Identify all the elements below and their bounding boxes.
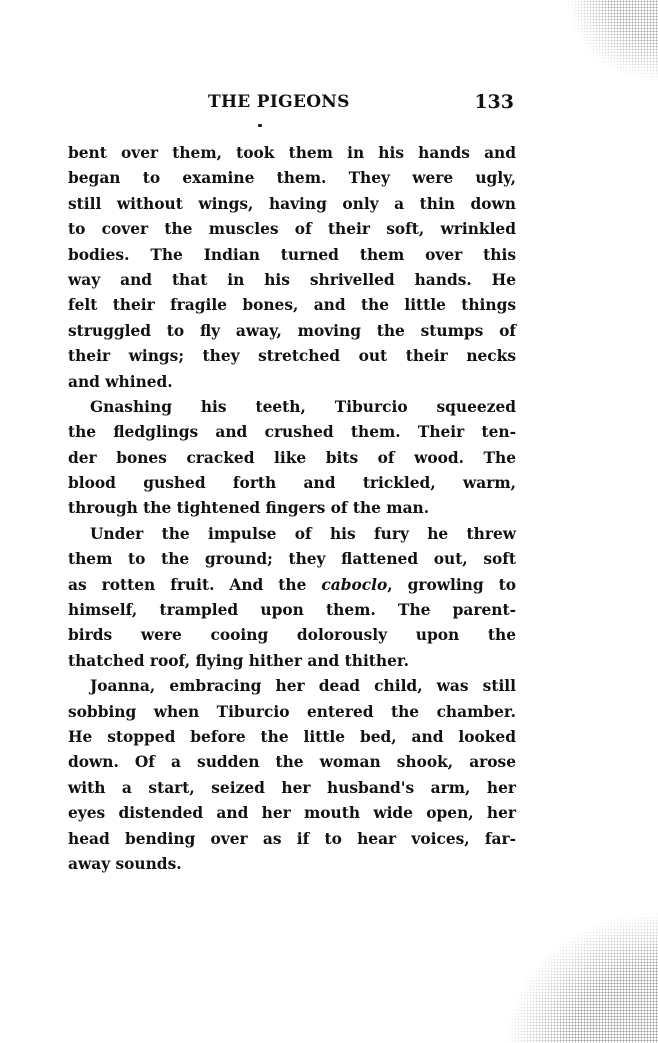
text-line: and whined. [68,372,173,391]
running-title: THE PIGEONS [208,92,350,112]
text-line: felt their fragile bones, and the little things [68,296,516,315]
text-line: Gnashing his teeth, Tiburcio squeezed [90,397,516,416]
text-line: eyes distended and her mouth wide open, her [68,804,516,823]
text-line: the fledglings and crushed them. Their ten- [68,423,516,442]
text-line: birds were cooing dolorously upon the [68,626,516,645]
text-line: away sounds. [68,854,182,873]
text-line: der bones cracked like bits of wood. The [68,448,516,467]
text-line: them to the ground; they flattened out, soft [68,550,516,569]
text-line: blood gushed forth and trickled, warm, [68,474,516,493]
text-segment: as rotten fruit. And the [68,575,322,594]
paragraph-1 [68,141,516,395]
text-line: their wings; they stretched out their necks [68,347,516,366]
text-line: Joanna, embracing her dead child, was still [90,677,516,696]
italic-word: caboclo [321,575,388,594]
paragraph-3 [68,522,516,674]
text-line: Under the impulse of his fury he threw [90,524,516,543]
text-line: way and that in his shrivelled hands. He [68,270,516,289]
paragraph-4 [68,674,516,877]
text-line: He stopped before the little bed, and looked [68,727,516,746]
text-line: thatched roof, flying hither and thither. [68,651,409,670]
text-segment: , growling to [387,575,516,594]
text-line: still without wings, having only a thin down [68,194,516,213]
text-line: bodies. The Indian turned them over this [68,245,516,264]
page-number: 133 [474,91,514,113]
scan-noise-bottom-right [508,913,658,1043]
text-line: struggled to fly away, moving the stumps of [68,321,516,340]
paragraph-2 [68,395,516,522]
scan-noise-top-right [568,0,658,80]
text-line: through the tightened fingers of the man. [68,499,430,518]
text-line: with a start, seized her husband's arm, her [68,778,516,797]
body-text [68,141,516,877]
text-line: head bending over as if to hear voices, far- [68,829,516,848]
text-line: sobbing when Tiburcio entered the chamber. [68,702,516,721]
text-line: began to examine them. They were ugly, [68,169,516,188]
text-line: bent over them, took them in his hands and [68,144,516,162]
text-line: to cover the muscles of their soft, wrinkled [68,220,516,239]
text-line-with-italic [68,573,516,598]
text-line: down. Of a sudden the woman shook, arose [68,753,516,772]
ink-speck [258,124,262,127]
text-line: himself, trampled upon them. The parent- [68,601,516,620]
running-header [208,90,514,116]
